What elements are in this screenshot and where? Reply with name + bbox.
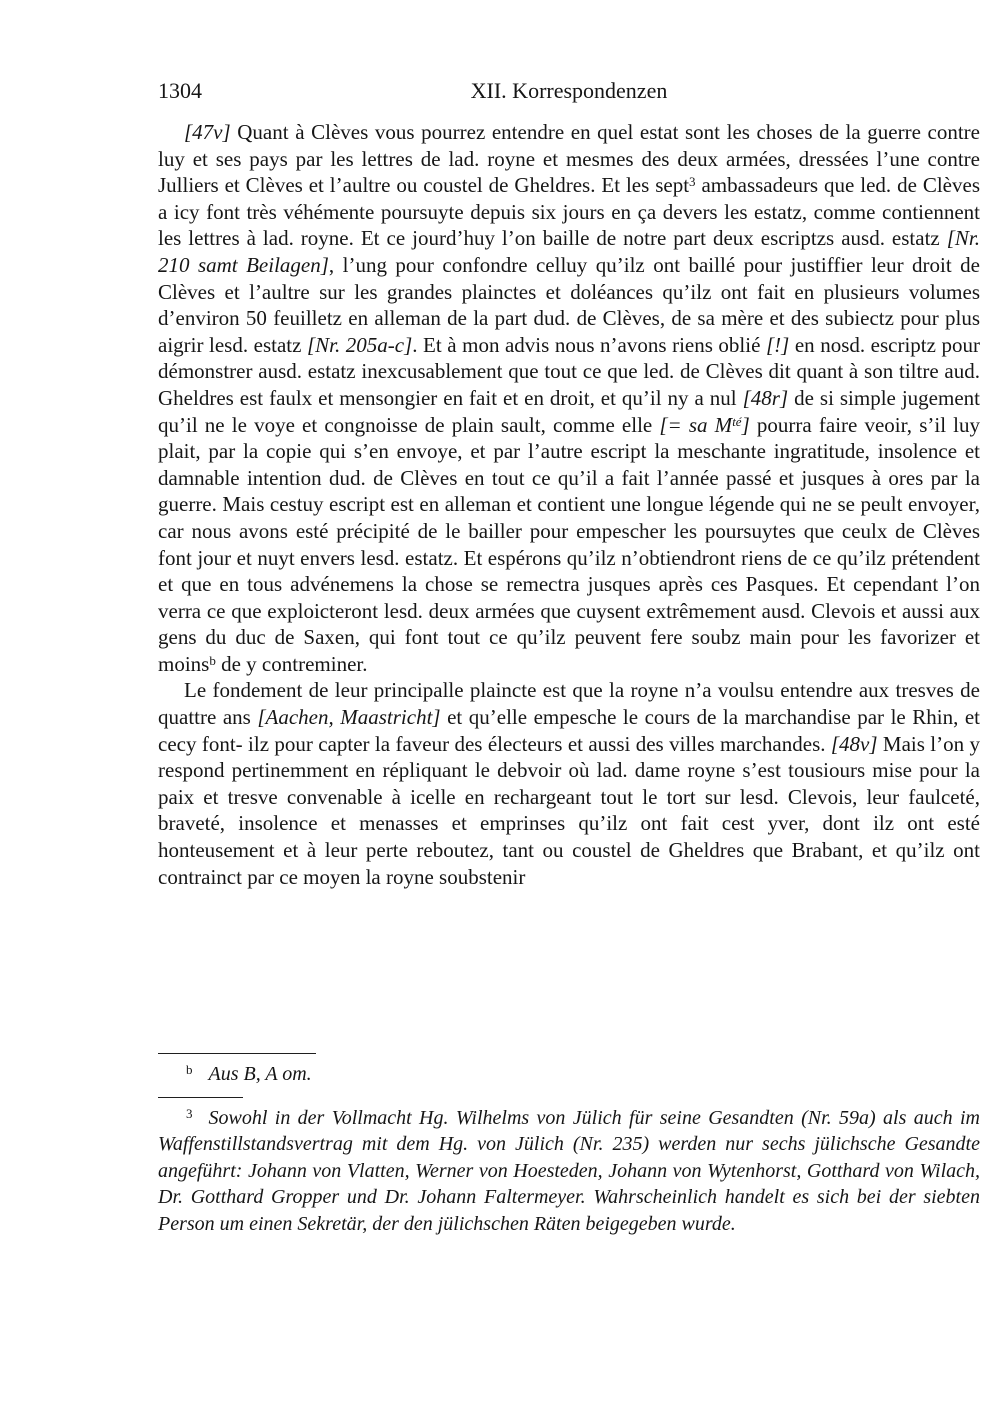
- footnote-apparatus-text: Aus B, A om.: [208, 1063, 312, 1085]
- running-title: XII. Korrespondenzen: [470, 78, 668, 103]
- paragraph-1: [47v] Quant à Clèves vous pourrez entendre en quel estat sont les choses de la guerre contre luy et ses pays par les lettres de lad. royne et mesmes des deux armées, dressées l’une contre Julliers et Clèves et l’aultre ou coustel de Gheldres. Et les sept$^3$ ambassadeurs que led. de Clèves a icy font très véhémente poursuyte depuis six jours en ça devers les estatz, comme contiennent les lettres à lad. royne. Et ce jourd’huy l’on baille de notre part deux escriptzs ausd. estatz [Nr. 210 samt Beilagen], l’ung pour confondre celluy qu’ilz ont baillé pour justiffier leur droit de Clèves et l’aultre sur les grandes plainctes et doléances qu’ilz ont fait en plusieurs volumes d’environ 50 feuilletz en alleman de la part dud. de Clèves, de sa mère et des subiectz pour plus aigrir lesd. estatz [Nr. 205a-c]. Et à mon advis nous n’avons riens oblié [!] en nosd. escriptz pour démonstrer ausd. estatz inexcusablement que tout ce que led. de Clèves dit quant à son tiltre aud. Gheldres est faulx et mensongier en fait et en droit, et qu’il ny a nul [48r] de si simple jugement qu’il ne le voye et congnoisse de plain sault, comme elle [= sa $M^{té}$] pourra faire veoir, s’il luy plait, par la copie qui s’en envoye, et par l’autre escript la meschante ingratitude, insolence et damnable intention dud. de Clèves en tout ce qu’il a fait l’année passé et jusques à ores par la guerre. Mais cestuy escript est en alleman et contient une longue légende qui ne se peult envoyer, car nous avons esté précipité de le bailler pour empescher les poursuytes que ceulx de Clèves font jour et nuyt envers lesd. estatz. Et espérons qu’ilz n’obtiendront riens de ce qu’ilz prétendent et que en tous advénemens la chose se remectra jusques après ces Pasques. Et cependant l’on verra ce que exploicteront lesd. deux armées que cuysent extrêmement ausd. Clevois et aussi aux gens du duc de Saxen, qui font tout ce qu’ilz peuvent fere soubz main pour les favorizer et moins$^b$ de y contreminer.: [158, 120, 981, 676]
- footnote-separator-apparatus: [158, 1053, 316, 1054]
- running-head: [158, 78, 980, 104]
- main-text-block: [158, 119, 980, 890]
- footnote-separator-commentary: [158, 1097, 243, 1098]
- page-number: 1304: [158, 78, 202, 103]
- footnote-apparatus: [158, 1061, 980, 1088]
- footnote-marker-b: b: [186, 1062, 193, 1078]
- paragraph-2: Le fondement de leur principalle plaincte est que la royne n’a voulsu entendre aux tresves de quattre ans [Aachen, Maastricht] et qu’elle empesche le cours de la marchandise par le Rhin, et cecy font- ilz pour capter la faveur des électeurs et aussi des villes marchandes. [48v] Mais l’on y respond pertinemment en répliquant le debvoir où lad. dame royne s’est tousiours mise pour la paix et tresve convenable à icelle en rechargeant tout le tort sur lesd. Clevois, leur faulceté, braveté, insolence et menasses et emprinses qu’ilz ont fait cest yver, dont ilz ont esté honteusement et à leur perte reboutez, tant ou coustel de Gheldres que Brabant, et qu’ilz ont contrainct par ce moyen la royne soubstenir: [158, 678, 981, 889]
- footnotes-block: [158, 1053, 980, 1237]
- footnote-commentary: [158, 1105, 980, 1238]
- footnote-marker-3: 3: [186, 1105, 193, 1121]
- footnote-commentary-text: Sowohl in der Vollmacht Hg. Wilhelms von Jülich für seine Gesandten (Nr. 59a) als auch im Waffenstillstandsvertrag mit dem Hg. von Jülich (Nr. 235) werden nur sechs jülichsche Gesandte angeführt: Johann von Vlatten, Werner von Hoesteden, Johann von Wytenhorst, Gotthard von Wilach, Dr. Gotthard Gropper und Dr. Johann Faltermeyer. Wahrscheinlich handelt es sich bei der siebten Person um einen Sekretär, der den jülichschen Räten beigegeben wurde.: [158, 1106, 980, 1235]
